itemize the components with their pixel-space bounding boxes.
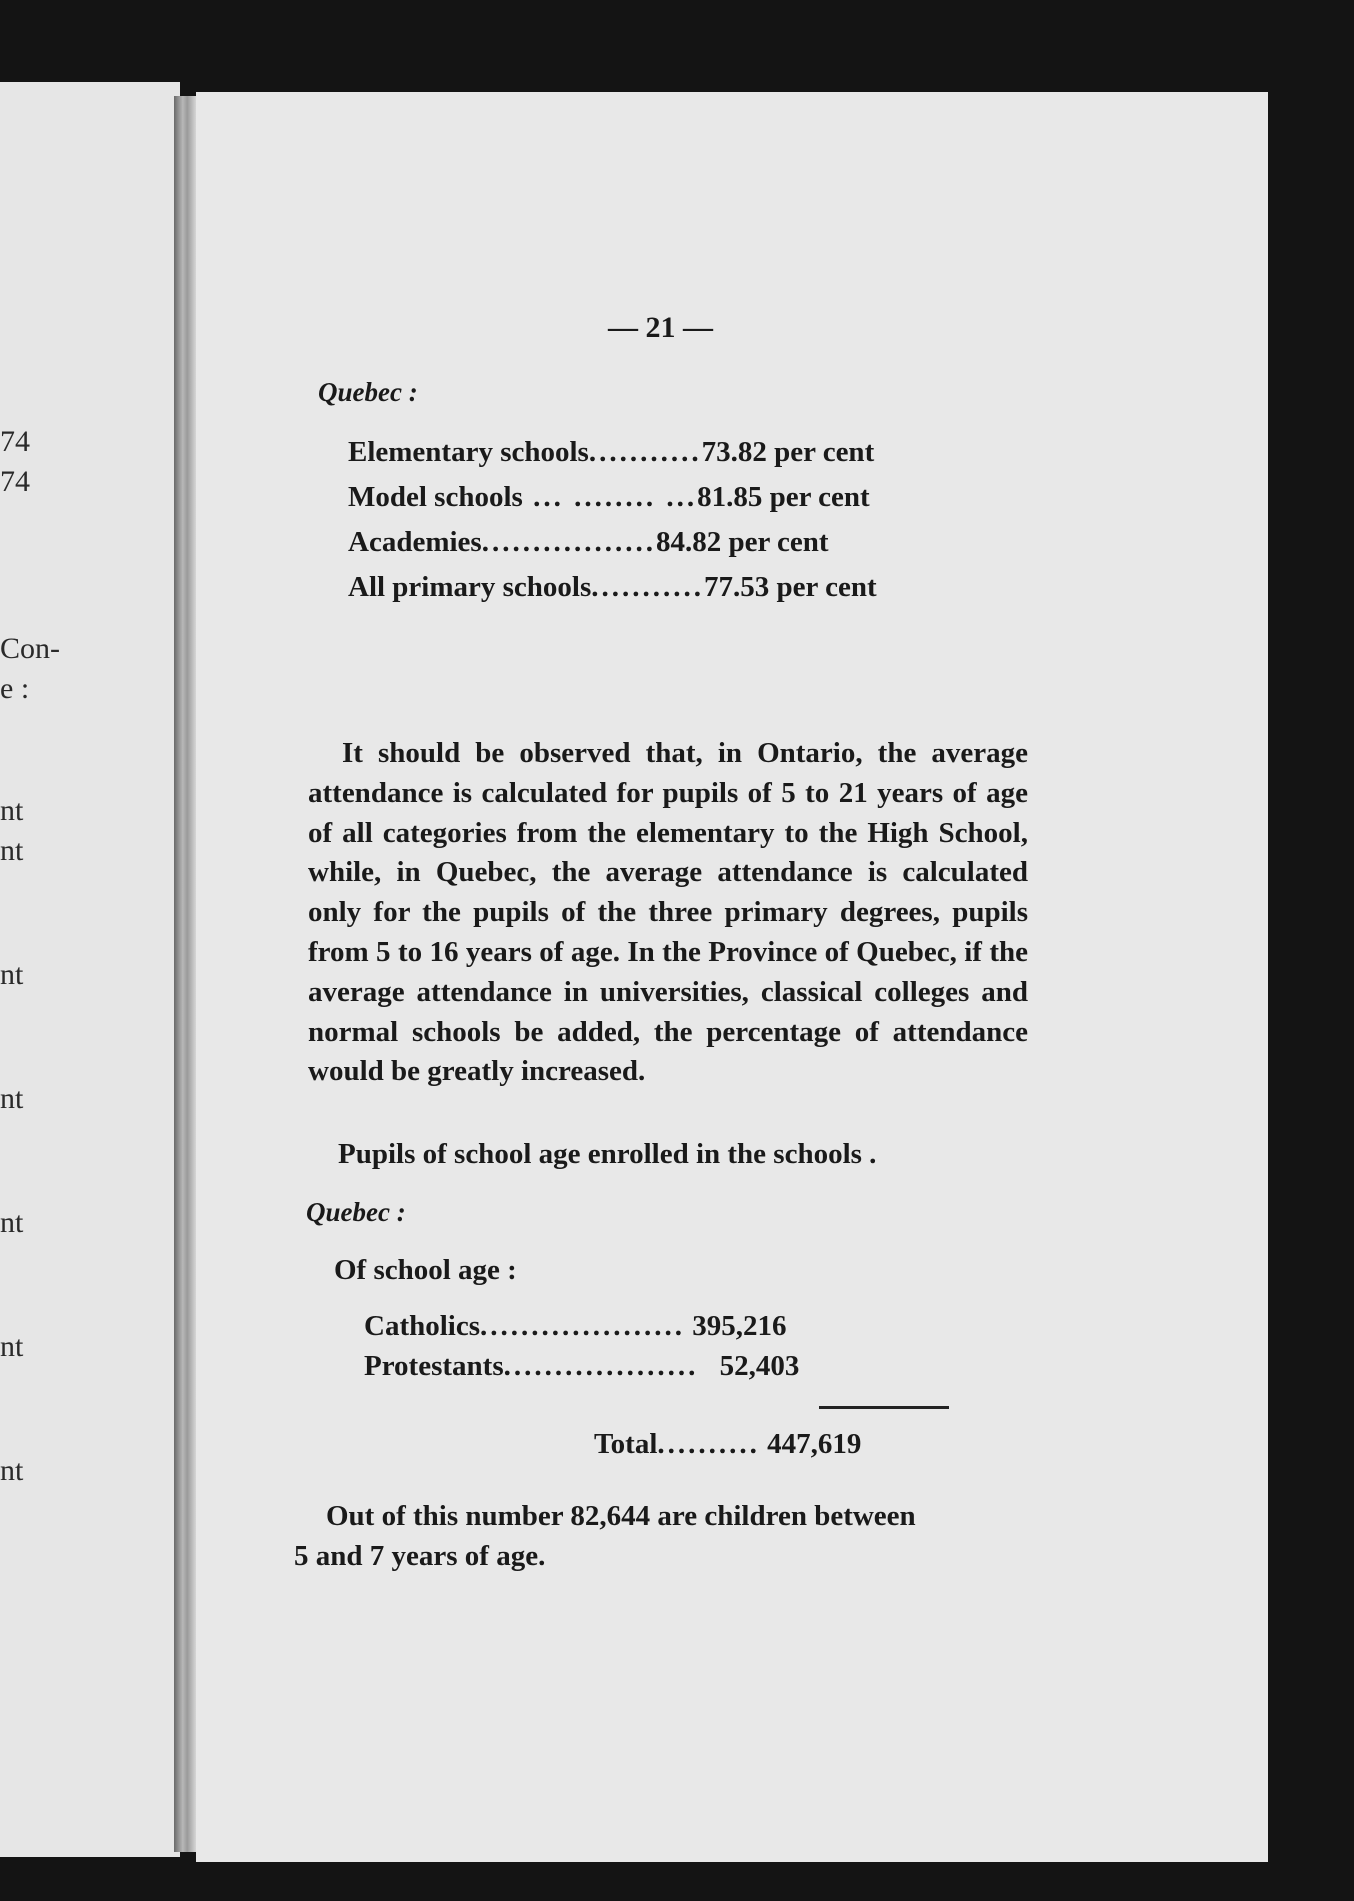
row-label: Protestants: [364, 1350, 504, 1382]
attendance-row: [348, 522, 829, 562]
left-page-edge: [0, 82, 180, 1857]
left-fragment: nt: [0, 1206, 24, 1239]
total-leader: ..........: [657, 1428, 760, 1460]
total-value: 447,619: [767, 1428, 862, 1460]
enrollment-row: [364, 1346, 799, 1386]
left-fragment: nt: [0, 1082, 24, 1115]
attendance-row: [348, 432, 874, 472]
left-fragment: nt: [0, 834, 24, 867]
total-row: [594, 1424, 861, 1464]
enrollment-note: Pupils of school age enrolled in the schools .: [338, 1138, 877, 1170]
attendance-row: [348, 567, 877, 607]
attendance-row: [348, 477, 870, 517]
row-value: 77.53 per cent: [704, 571, 877, 603]
paragraph-text: It should be observed that, in Ontario, the average attendance is calculated for pupils of 5 to 21 years of age of all categories from the elementary to the High School, while, in Quebec, the average attendance is calculated only for the pupils of the three primary degrees, pupils from 5 to 16 years of age. In the Province of Quebec, if the average attendance in universities, classical colleges and normal schools be added, the percentage of attendance would be greatly increased.: [308, 737, 1028, 1088]
row-value: 73.82 per cent: [701, 436, 875, 468]
row-value: 52,403: [719, 1350, 800, 1382]
page-content: [196, 92, 1268, 1862]
row-value: 84.82 per cent: [655, 526, 829, 558]
row-leader: .................: [481, 526, 656, 558]
row-value: 81.85 per cent: [697, 481, 870, 513]
left-fragment: Con-: [0, 632, 60, 665]
left-fragment: nt: [0, 1330, 24, 1363]
row-label: Catholics: [364, 1310, 480, 1342]
left-fragment: e :: [0, 672, 30, 705]
sum-rule: [819, 1406, 949, 1409]
closing-line: Out of this number 82,644 are children between: [326, 1500, 916, 1532]
row-label: Academies: [348, 526, 482, 558]
left-fragment: 74: [0, 465, 30, 498]
left-fragment: 74: [0, 425, 30, 458]
left-fragment: nt: [0, 958, 24, 991]
total-label: Total: [594, 1428, 658, 1460]
left-fragment: nt: [0, 1454, 24, 1487]
row-leader: ...........: [588, 436, 702, 468]
left-fragment: nt: [0, 794, 24, 827]
closing-text: [294, 1496, 1014, 1576]
section-heading: Quebec :: [306, 1197, 406, 1227]
row-leader: ... ........ ...: [522, 481, 698, 513]
row-leader: ...................: [503, 1350, 699, 1382]
section-heading: Quebec :: [318, 377, 418, 407]
row-label: Elementary schools: [348, 436, 589, 468]
closing-line: 5 and 7 years of age.: [294, 1540, 546, 1572]
row-leader: ....................: [480, 1310, 685, 1342]
book-gutter: [174, 96, 196, 1852]
subheading: Of school age :: [334, 1254, 517, 1286]
page-number: — 21 —: [608, 311, 713, 344]
row-label: Model schools: [348, 481, 523, 513]
row-leader: ...........: [591, 571, 705, 603]
enrollment-row: [364, 1306, 787, 1346]
row-value: 395,216: [692, 1310, 787, 1342]
body-paragraph: [308, 734, 1028, 1092]
right-page: [196, 92, 1268, 1862]
row-label: All primary schools: [348, 571, 592, 603]
